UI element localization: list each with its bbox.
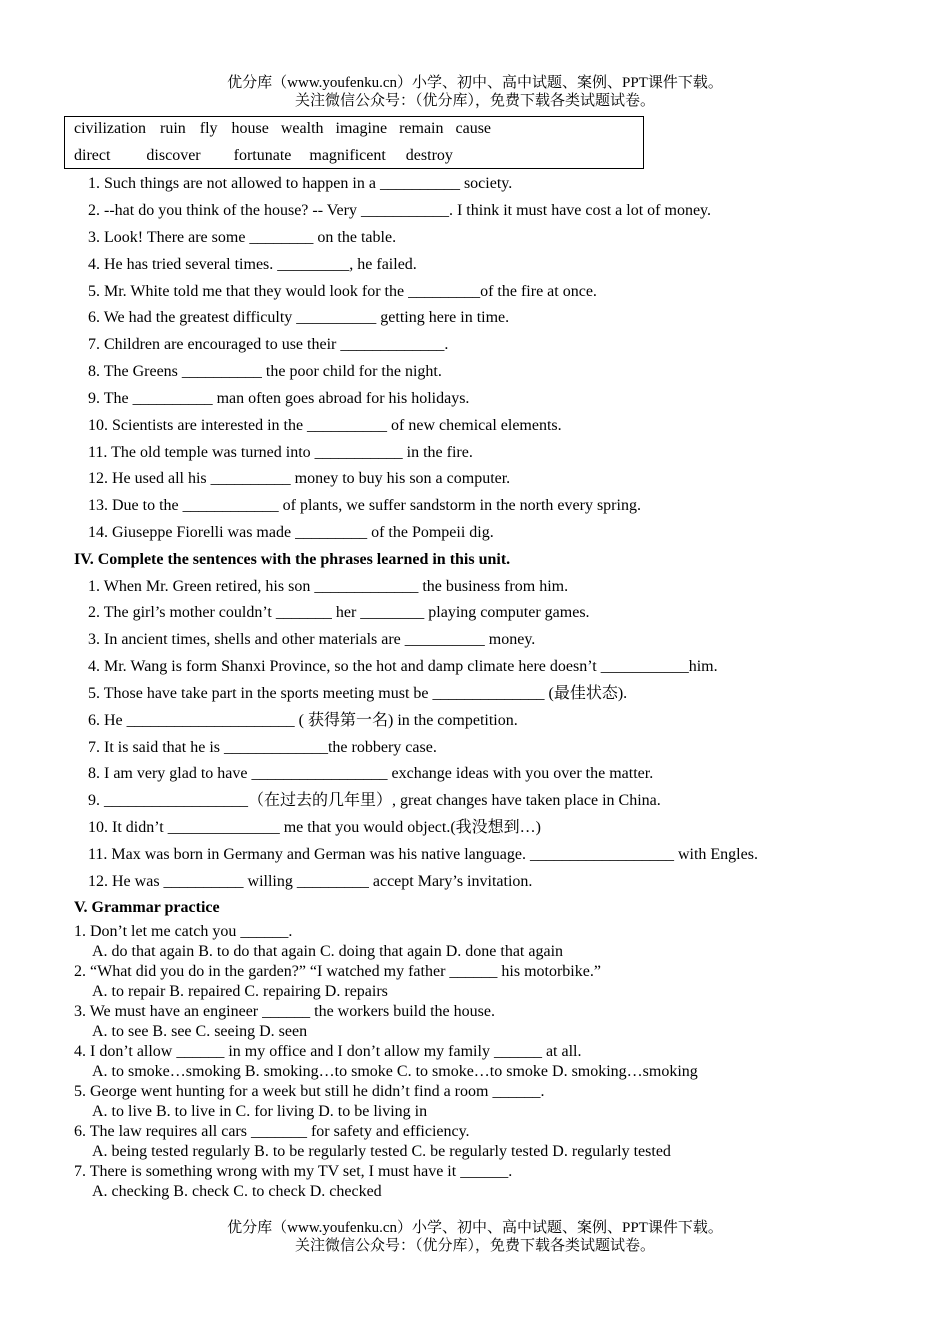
list-item: 3. Look! There are some ________ on the table. (88, 229, 397, 246)
word: direct (74, 147, 111, 164)
list-item: 12. He was __________ willing _________ accept Mary’s invitation. (88, 873, 533, 890)
question-stem: 6. The law requires all cars _______ for safety and efficiency. (74, 1123, 470, 1140)
list-item: 1. When Mr. Green retired, his son _____________ the business from him. (88, 578, 569, 595)
list-item: 10. It didn’t ______________ me that you would object.(我没想到…) (88, 819, 541, 836)
section-title-v: V. Grammar practice (74, 899, 220, 916)
word: discover (146, 147, 201, 164)
section-title-iv: IV. Complete the sentences with the phrases learned in this unit. (74, 551, 511, 568)
question-options: A. to live B. to live in C. for living D. to be living in (92, 1103, 428, 1120)
list-item: 5. Those have take part in the sports meeting must be ______________ (最佳状态). (88, 685, 628, 702)
list-item: 1. Such things are not allowed to happen in a __________ society. (88, 175, 513, 192)
footer-line-2: 关注微信公众号：（优分库），免费下载各类试题试卷。 (294, 1238, 655, 1254)
list-item: 3. In ancient times, shells and other materials are __________ money. (88, 631, 536, 648)
question-options: A. being tested regularly B. to be regularly tested C. be regularly tested D. regularly tested (92, 1143, 671, 1160)
footer-line-1: 优分库（www.youfenku.cn）小学、初中、高中试题、案例、PPT课件下载。 (227, 1220, 723, 1236)
list-item: 5. Mr. White told me that they would look for the _________of the fire at once. (88, 283, 597, 300)
list-item: 11. Max was born in Germany and German was his native language. __________________ with Engles. (88, 846, 758, 863)
list-item: 2. The girl’s mother couldn’t _______ her ________ playing computer games. (88, 604, 590, 621)
list-item: 6. He _____________________ ( 获得第一名) in the competition. (88, 712, 518, 729)
question-options: A. to repair B. repaired C. repairing D. repairs (92, 983, 388, 1000)
word: destroy (405, 147, 453, 164)
list-item: 6. We had the greatest difficulty __________ getting here in time. (88, 309, 510, 326)
question-stem: 5. George went hunting for a week but still he didn’t find a room ______. (74, 1083, 545, 1100)
list-item: 13. Due to the ____________ of plants, we suffer sandstorm in the north every spring. (88, 497, 641, 514)
question-options: A. do that again B. to do that again C. doing that again D. done that again (92, 943, 564, 960)
word: fortunate (233, 147, 292, 164)
list-item: 7. Children are encouraged to use their _____________. (88, 336, 449, 353)
header-line-2: 关注微信公众号：（优分库），免费下载各类试题试卷。 (294, 93, 655, 109)
question-options: A. to see B. see C. seeing D. seen (92, 1023, 308, 1040)
list-item: 9. The __________ man often goes abroad for his holidays. (88, 390, 470, 407)
question-stem: 2. “What did you do in the garden?” “I watched my father ______ his motorbike.” (74, 963, 601, 980)
list-item: 10. Scientists are interested in the __________ of new chemical elements. (88, 417, 562, 434)
list-item: 8. I am very glad to have _________________ exchange ideas with you over the matter. (88, 765, 654, 782)
list-item: 12. He used all his __________ money to buy his son a computer. (88, 470, 511, 487)
list-item: 8. The Greens __________ the poor child for the night. (88, 363, 442, 380)
list-item: 9. __________________（在过去的几年里）, great changes have taken place in China. (88, 792, 661, 809)
word-bank-row-1 (74, 120, 491, 138)
question-stem: 4. I don’t allow ______ in my office and I don’t allow my family ______ at all. (74, 1043, 582, 1060)
list-item: 14. Giuseppe Fiorelli was made _________ of the Pompeii dig. (88, 524, 494, 541)
word: remain (399, 120, 444, 137)
question-stem: 1. Don’t let me catch you ______. (74, 923, 293, 940)
word-bank-row-2 (74, 147, 453, 165)
list-item: 4. He has tried several times. _________, he failed. (88, 256, 417, 273)
header-line-1: 优分库（www.youfenku.cn）小学、初中、高中试题、案例、PPT课件下载。 (227, 75, 723, 91)
word-bank-box (64, 116, 644, 169)
word: magnificent (309, 147, 386, 164)
list-item: 7. It is said that he is _____________the robbery case. (88, 739, 437, 756)
list-item: 11. The old temple was turned into ___________ in the fire. (88, 444, 473, 461)
word: civilization (74, 120, 146, 137)
question-stem: 7. There is something wrong with my TV set, I must have it ______. (74, 1163, 513, 1180)
list-item: 4. Mr. Wang is form Shanxi Province, so the hot and damp climate here doesn’t ___________him. (88, 658, 718, 675)
question-options: A. to smoke…smoking B. smoking…to smoke C. to smoke…to smoke D. smoking…smoking (92, 1063, 698, 1080)
word: imagine (335, 120, 388, 137)
word: fly (199, 120, 218, 137)
word: wealth (280, 120, 324, 137)
question-stem: 3. We must have an engineer ______ the workers build the house. (74, 1003, 495, 1020)
page-footer (0, 1219, 950, 1255)
list-item: 2. --hat do you think of the house? -- Very ___________. I think it must have cost a lot of money. (88, 202, 712, 219)
word: house (231, 120, 269, 137)
word: cause (455, 120, 492, 137)
question-options: A. checking B. check C. to check D. checked (92, 1183, 382, 1200)
word: ruin (159, 120, 186, 137)
page-header (0, 74, 950, 110)
